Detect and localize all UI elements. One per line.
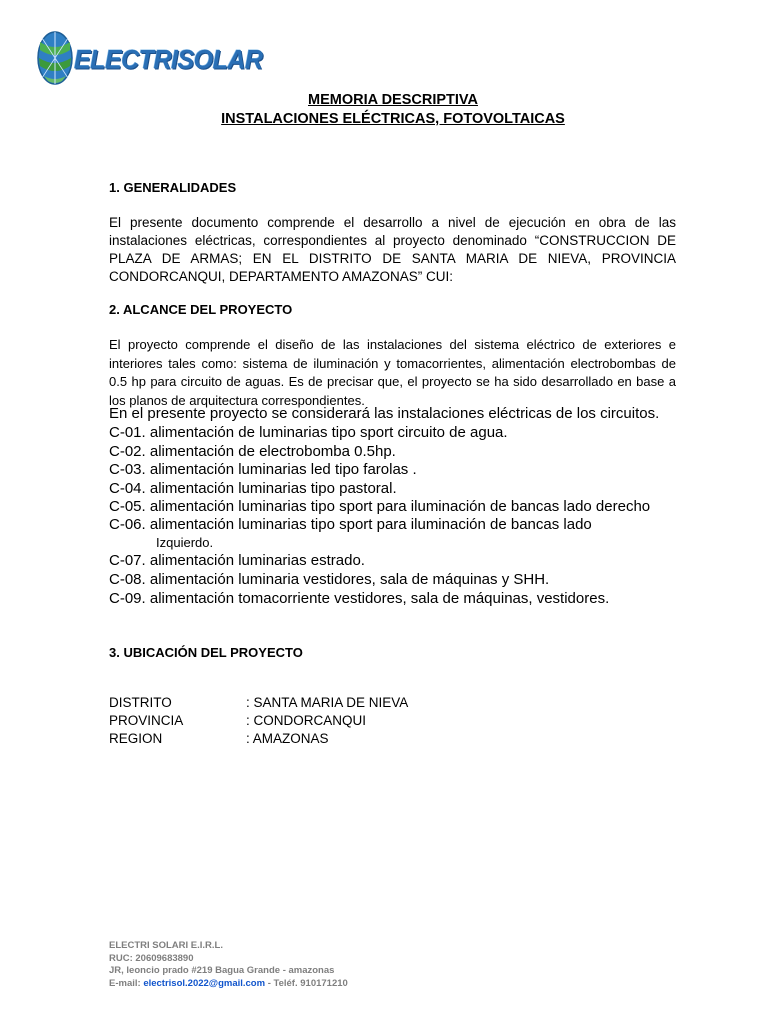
generalidades-paragraph: El presente documento comprende el desarrollo a nivel de ejecución en obra de las instalaciones eléctricas, correspondientes al proyecto denominado “CONSTRUCCION DE PLAZA DE ARMAS; EN EL DISTRITO DE SANTA MARIA DE NIEVA, PROVINCIA CONDORCANQUI, DEPARTAMENTO AMAZONAS” CUI:: [109, 215, 676, 284]
solar-globe-icon: [34, 28, 76, 88]
section-heading-ubicacion: 3. UBICACIÓN DEL PROYECTO: [109, 645, 303, 660]
footer-company: ELECTRI SOLARI E.I.R.L.: [109, 940, 224, 951]
circuit-item: C-06. alimentación luminarias tipo sport para iluminación de bancas lado: [109, 516, 592, 533]
location-label-distrito: DISTRITO: [109, 695, 172, 710]
section-heading-alcance: 2. ALCANCE DEL PROYECTO: [109, 302, 293, 317]
location-value-region: : AMAZONAS: [246, 731, 329, 746]
document-subtitle: INSTALACIONES ELÉCTRICAS, FOTOVOLTAICAS: [221, 111, 565, 127]
circuit-item: C-02. alimentación de electrobomba 0.5hp.: [109, 443, 396, 460]
footer-email-link[interactable]: electrisol.2022@gmail.com: [143, 977, 266, 989]
footer-ruc: RUC: 20609683890: [109, 952, 194, 964]
circuit-item: C-05. alimentación luminarias tipo sport para iluminación de bancas lado derecho: [109, 498, 651, 515]
circuit-item: C-09. alimentación tomacorriente vestidores, sala de máquinas, vestidores.: [109, 590, 610, 607]
circuit-item-continuation: Izquierdo.: [156, 535, 214, 550]
circuit-item: C-01. alimentación de luminarias tipo sport circuito de agua.: [109, 424, 508, 441]
location-label-region: REGION: [109, 731, 163, 746]
circuit-item: C-08. alimentación luminaria vestidores, sala de máquinas y SHH.: [109, 571, 550, 588]
circuits-intro: En el presente proyecto se considerará las instalaciones eléctricas de los circuitos.: [109, 405, 660, 422]
document-title: MEMORIA DESCRIPTIVA: [308, 92, 478, 108]
location-value-distrito: : SANTA MARIA DE NIEVA: [246, 695, 409, 710]
circuit-item: C-04. alimentación luminarias tipo pastoral.: [109, 480, 397, 497]
logo-wordmark: ELECTRISOLAR: [74, 44, 263, 76]
alcance-paragraph: El proyecto comprende el diseño de las instalaciones del sistema eléctrico de exteriores e interiores tales como: sistema de iluminación y tomacorrientes, alimentación electrobombas de 0.5 hp para circuito de aguas. Es de precisar que, el proyecto se ha sido desarrollado en base a los planos de arquitectura correspondientes.: [109, 337, 676, 408]
circuit-item: C-03. alimentación luminarias led tipo farolas .: [109, 461, 417, 478]
footer-phone: - Teléf. 910171210: [265, 977, 348, 989]
footer-contact: [109, 978, 348, 991]
section-heading-generalidades: 1. GENERALIDADES: [109, 180, 237, 195]
footer-email-label: E-mail:: [109, 977, 144, 989]
location-label-provincia: PROVINCIA: [109, 713, 184, 728]
company-logo: [34, 26, 263, 90]
location-value-provincia: : CONDORCANQUI: [246, 713, 367, 728]
circuit-item: C-07. alimentación luminarias estrado.: [109, 552, 365, 569]
footer: [109, 940, 348, 990]
footer-address: JR, leoncio prado #219 Bagua Grande - amazonas: [109, 965, 335, 976]
